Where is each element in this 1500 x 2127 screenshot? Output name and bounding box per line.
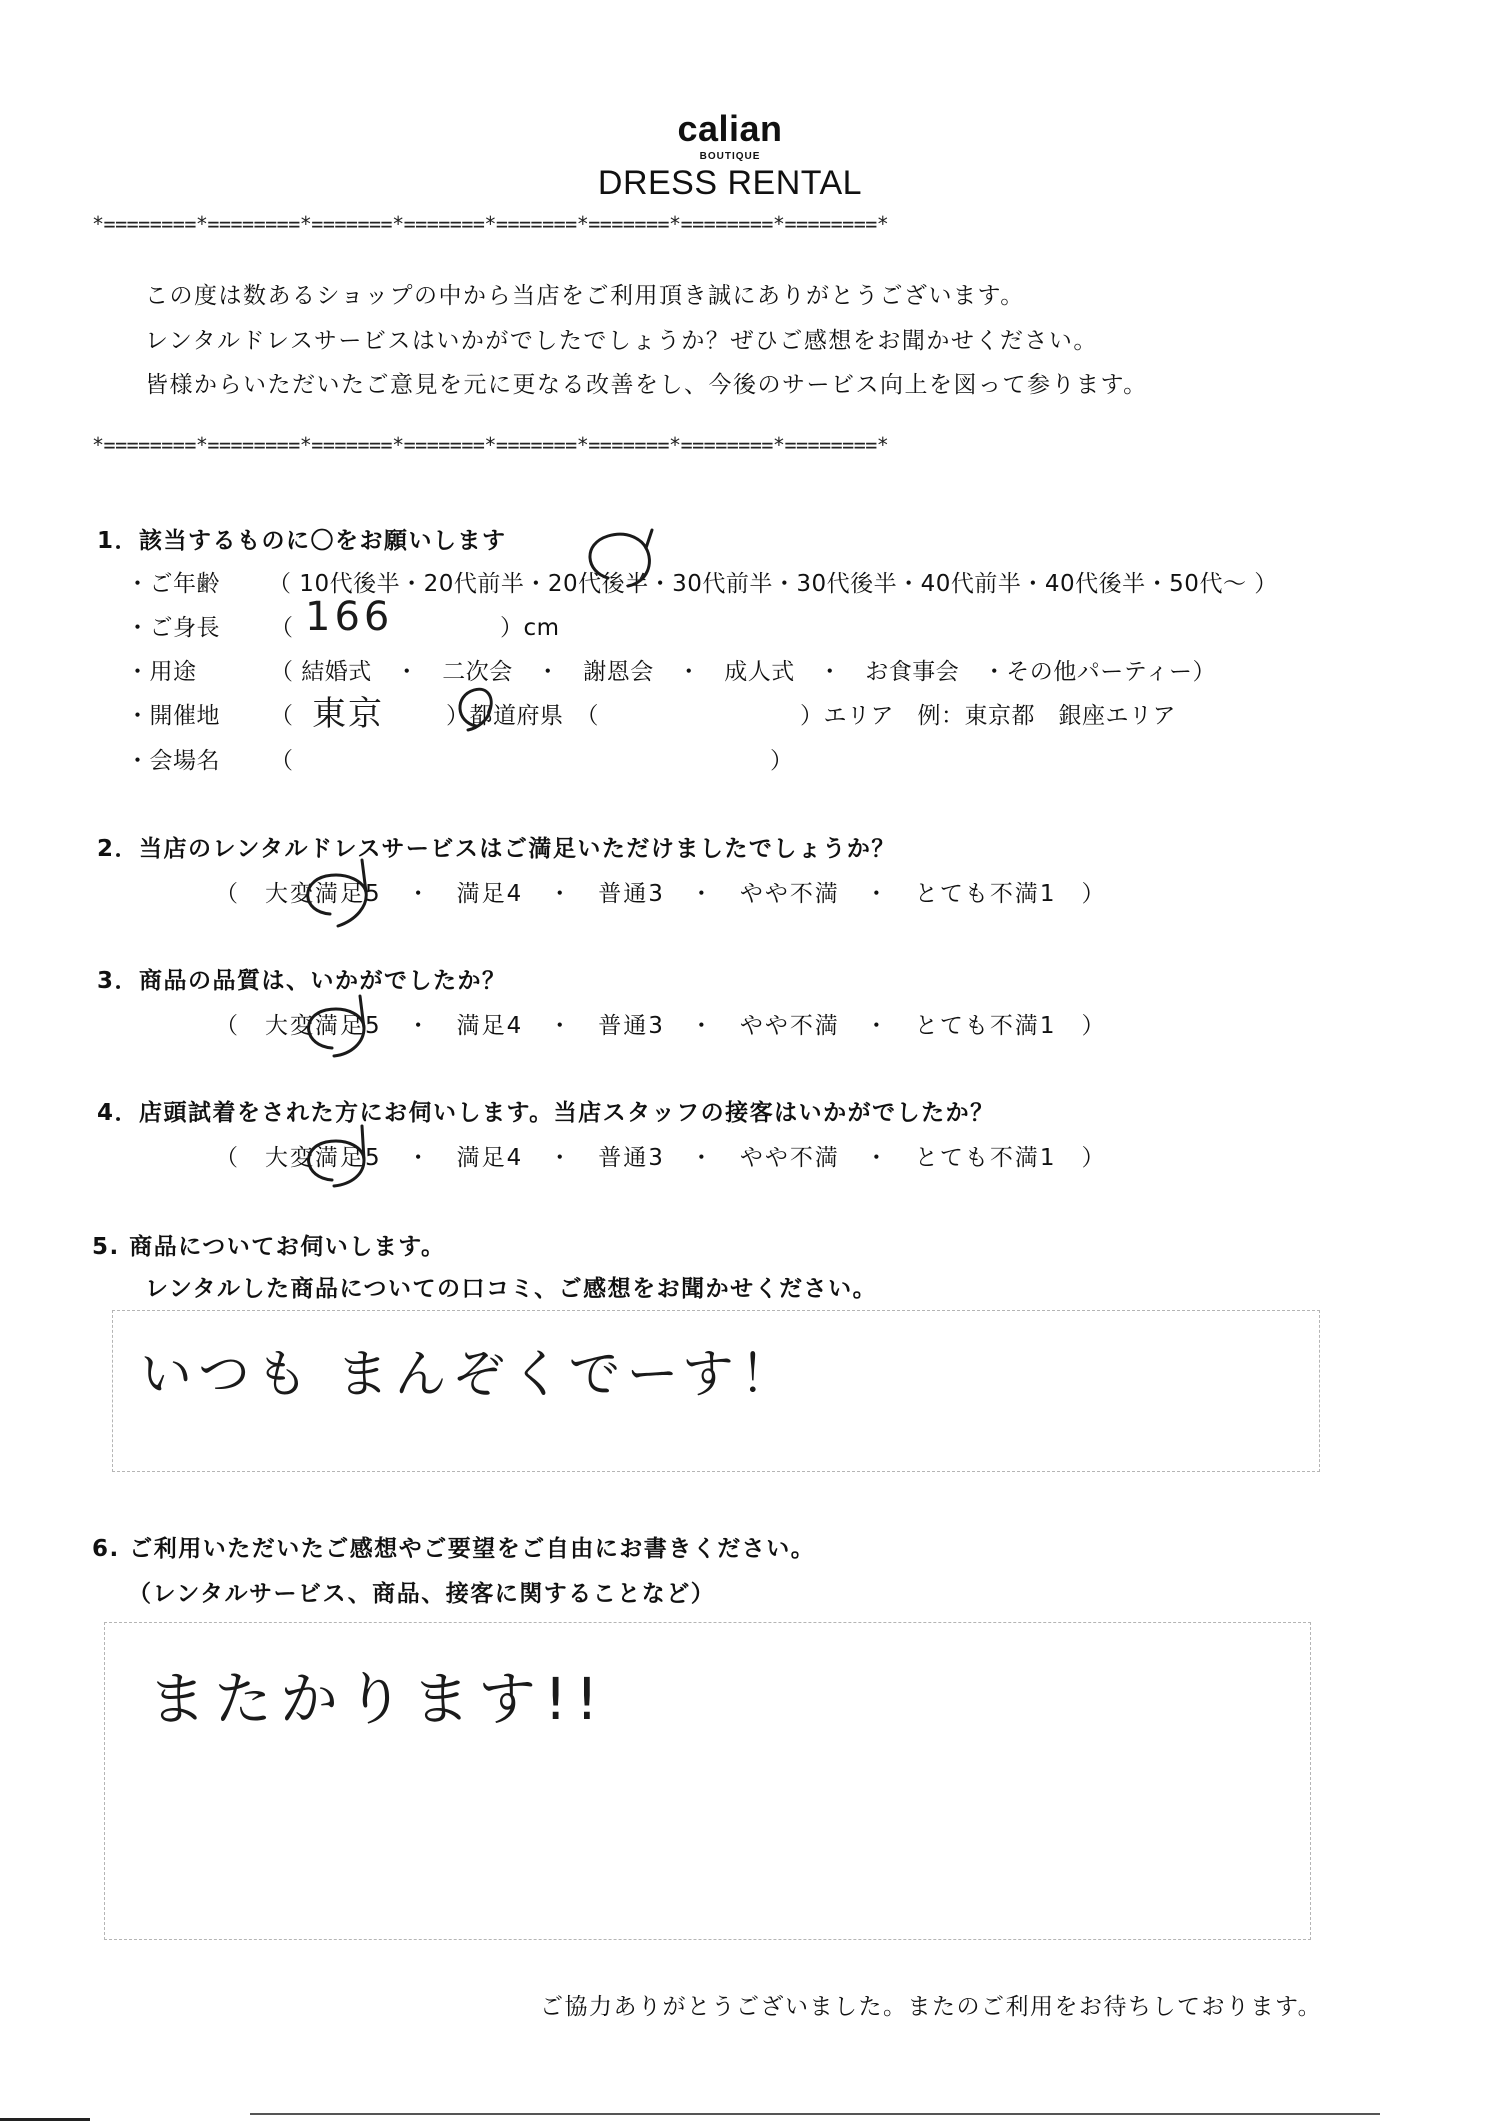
brand-logo-sub: BOUTIQUE [699, 151, 761, 162]
divider-top: *========*========*=======*=======*=======*=======*========*========* [92, 212, 889, 236]
height-label: ・ご身長 [126, 615, 220, 641]
q2-title: 2．当店のレンタルドレスサービスはご満足いただけましたでしょうか？ [97, 836, 896, 862]
q1-title: 1．該当するものに〇をお願いします [97, 528, 507, 554]
q2-selection-circle-mark [290, 852, 390, 936]
q2-rating-options: （ 大変満足5 ・ 満足4 ・ 普通3 ・ やや不満 ・ とても不満1 ） [215, 881, 1107, 907]
scan-edge-mark-left [0, 2118, 90, 2121]
height-open-paren: （ [270, 615, 294, 641]
brand-logo-name: calian [677, 108, 783, 149]
q6-subtitle: （レンタルサービス、商品、接客に関することなど） [128, 1581, 716, 1607]
usage-label: ・用途 [126, 659, 197, 685]
q5-title: 5. 商品についてお伺いします。 [92, 1234, 446, 1260]
height-value-handwritten: 166 [305, 594, 394, 640]
intro-line-1: この度は数あるショップの中から当店をご利用頂き誠にありがとうございます。 [145, 283, 1025, 309]
prefecture-selection-circle-mark [440, 676, 500, 740]
brand-service-title: DRESS RENTAL [597, 164, 863, 202]
q3-selection-circle-mark [290, 984, 390, 1068]
q5-answer-handwritten: いつも まんぞくでーす！ [140, 1345, 798, 1405]
venue-name-open-paren: （ [270, 748, 294, 774]
q3-rating-options: （ 大変満足5 ・ 満足4 ・ 普通3 ・ やや不満 ・ とても不満1 ） [215, 1013, 1107, 1039]
q5-subtitle: レンタルした商品についての口コミ、ご感想をお聞かせください。 [145, 1276, 878, 1302]
height-unit: ）cm [500, 615, 560, 641]
age-selection-circle-mark [568, 520, 678, 600]
venue-name-label: ・会場名 [126, 748, 220, 774]
age-label: ・ご年齢 [126, 571, 220, 597]
venue-name-close-paren: ） [770, 748, 794, 774]
age-options: （ 10代後半・20代前半・20代後半・30代前半・30代後半・40代前半・40代後半・50代～ ） [268, 571, 1278, 597]
q6-answer-handwritten: またかります!! [148, 1665, 607, 1733]
divider-bottom: *========*========*=======*=======*=======*=======*========*========* [92, 433, 889, 457]
q6-title: 6. ご利用いただいたご感想やご要望をご自由にお書きください。 [92, 1536, 816, 1562]
intro-line-2: レンタルドレスサービスはいかがでしたでしょうか？ぜひご感想をお聞かせください。 [145, 328, 1098, 354]
usage-options: （ 結婚式 ・ 二次会 ・ 謝恩会 ・ 成人式 ・ お食事会 ・その他パーティー） [270, 659, 1216, 685]
q4-title: 4．店頭試着をされた方にお伺いします。当店スタッフの接客はいかがでしたか？ [97, 1100, 995, 1126]
venue-area-value-handwritten: 東京 [312, 694, 384, 734]
q4-rating-options: （ 大変満足5 ・ 満足4 ・ 普通3 ・ やや不満 ・ とても不満1 ） [215, 1145, 1107, 1171]
q3-title: 3．商品の品質は、いかがでしたか？ [97, 968, 507, 994]
bottom-rule [250, 2113, 1380, 2115]
venue-area-label: ・開催地 [126, 703, 220, 729]
venue-area-middle: ）都道府県 （ [446, 703, 599, 729]
venue-area-open-paren: （ [270, 703, 294, 729]
q4-selection-circle-mark [290, 1114, 390, 1198]
footer-thanks: ご協力ありがとうございました。またのご利用をお待ちしております。 [540, 1994, 1323, 2020]
venue-area-example: ）エリア 例：東京都 銀座エリア [800, 703, 1176, 729]
intro-line-3: 皆様からいただいたご意見を元に更なる改善をし、今後のサービス向上を図って参ります。 [145, 372, 1148, 398]
